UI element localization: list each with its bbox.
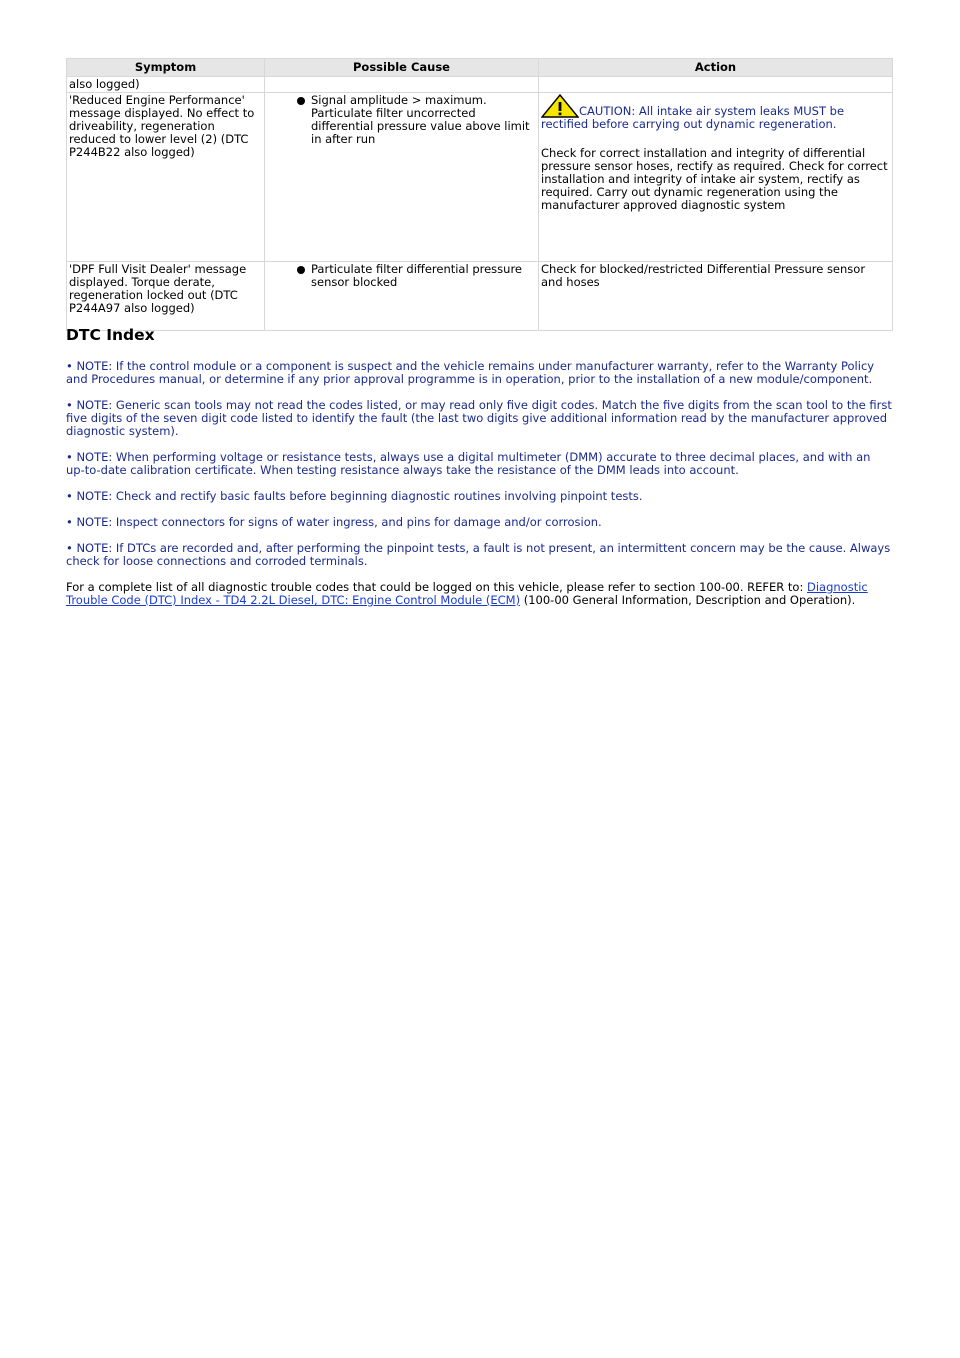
note-paragraph: • NOTE: If DTCs are recorded and, after performing the pinpoint tests, a fault is not present, an intermittent concern may be the cause. Always check for loose connections and corroded terminals. xyxy=(66,541,891,568)
section-title: DTC Index xyxy=(66,326,155,344)
document-page xyxy=(66,58,892,607)
symptom-cell: 'DPF Full Visit Dealer' message displayed. Torque derate, regeneration locked out (DTC P244A97 also logged) xyxy=(67,262,265,331)
note-paragraph: • NOTE: If the control module or a component is suspect and the vehicle remains under manufacturer warranty, refer to the Warranty Policy and Procedures manual, or determine if any prior approval programme is in operation, prior to the installation of a new module/component. xyxy=(66,359,875,386)
cause-text: Signal amplitude > maximum. Particulate filter uncorrected differential pressure value above limit in after run xyxy=(311,93,530,146)
warning-triangle-icon xyxy=(541,94,579,118)
note-paragraph: • NOTE: When performing voltage or resistance tests, always use a digital multimeter (DMM) accurate to three decimal places, and with an up-to-date calibration certificate. When testing resistance always take the resistance of the DMM leads into account. xyxy=(66,450,871,477)
caution-text: CAUTION: All intake air system leaks MUST be rectified before carrying out dynamic regeneration. xyxy=(541,104,845,131)
notes-section xyxy=(66,360,892,607)
diagnostic-table xyxy=(66,58,893,331)
reference-paragraph xyxy=(66,581,892,607)
note-paragraph: • NOTE: Check and rectify basic faults before beginning diagnostic routines involving pinpoint tests. xyxy=(66,489,643,503)
header-symptom: Symptom xyxy=(67,59,265,77)
cause-cell xyxy=(265,77,539,93)
cause-text: Particulate filter differential pressure sensor blocked xyxy=(311,262,523,289)
bullet-dot-icon xyxy=(297,266,305,274)
header-action: Action xyxy=(539,59,893,77)
table-row xyxy=(67,93,893,262)
cause-cell xyxy=(265,93,539,262)
action-cell: Check for blocked/restricted Differential Pressure sensor and hoses xyxy=(539,262,893,331)
symptom-cell: also logged) xyxy=(67,77,265,93)
reference-text-after: (100-00 General Information, Description and Operation). xyxy=(520,593,856,607)
cause-cell xyxy=(265,262,539,331)
cause-bullet-item xyxy=(267,263,536,289)
action-text: Check for correct installation and integrity of differential pressure sensor hoses, rectify as required. Check for correct installation and integrity of intake air system, rectify as required. Carry out dynamic regeneration using the manufacturer approved diagnostic system xyxy=(541,146,888,212)
symptom-cell: 'Reduced Engine Performance' message displayed. No effect to driveability, regeneration reduced to lower level (2) (DTC P244B22 also logged) xyxy=(67,93,265,262)
note-paragraph: • NOTE: Generic scan tools may not read the codes listed, or may read only five digit codes. Match the five digits from the scan tool to the first five digits of the seven digit code listed to identify the fault (the last two digits give additional information read by the manufacturer approved diagnostic system). xyxy=(66,398,892,438)
dtc-index-link[interactable]: Diagnostic Trouble Code (DTC) Index - TD4 2.2L Diesel, DTC: Engine Control Module (ECM) xyxy=(66,580,868,607)
note-paragraph: • NOTE: Inspect connectors for signs of water ingress, and pins for damage and/or corrosion. xyxy=(66,515,602,529)
table-header-row xyxy=(67,59,893,77)
table-row xyxy=(67,77,893,93)
caution-note xyxy=(541,94,890,131)
table-row xyxy=(67,262,893,331)
cause-bullet-item xyxy=(267,94,536,146)
reference-text-before: For a complete list of all diagnostic trouble codes that could be logged on this vehicle, please refer to section 100-00. REFER to: xyxy=(66,580,807,594)
header-possible-cause: Possible Cause xyxy=(265,59,539,77)
action-cell xyxy=(539,77,893,93)
action-cell xyxy=(539,93,893,262)
bullet-dot-icon xyxy=(297,97,305,105)
